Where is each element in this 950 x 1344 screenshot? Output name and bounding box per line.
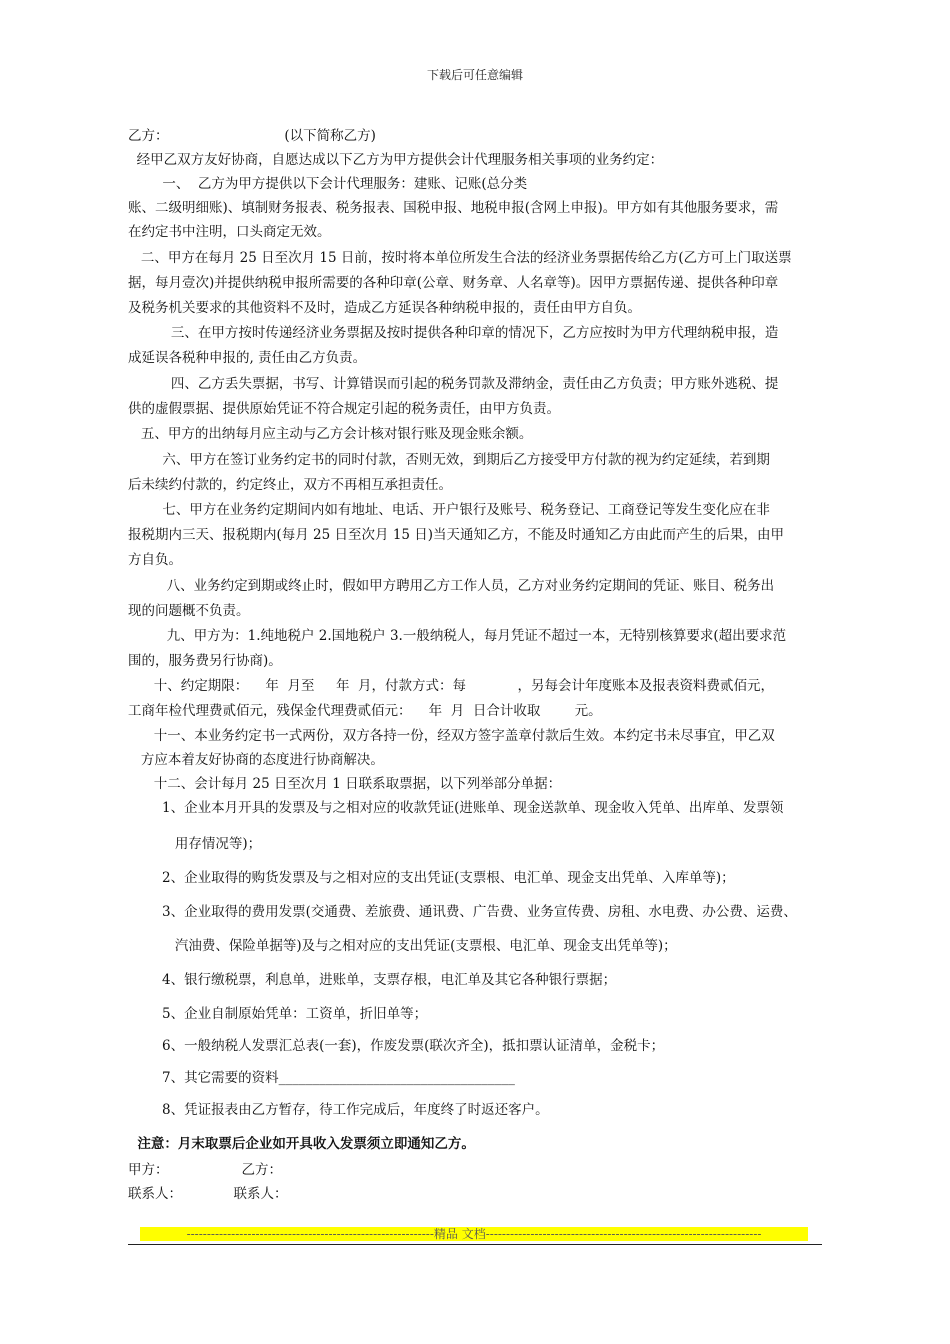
clause-line: 现的问题概不负责。 [128,603,250,619]
document-item: 汽油费、保险单据等)及与之相对应的支出凭证(支票根、电汇单、现金支出凭单等)； [162,938,677,954]
clause-line: 工商年检代理费贰佰元，残保金代理费贰佰元： 年 月 日合计收取 元。 [128,703,602,719]
clause-line: 供的虚假票据、提供原始凭证不符合规定引起的税务责任，由甲方负责。 [128,401,560,417]
clause-line: 方应本着友好协商的态度进行协商解决。 [128,752,384,768]
clause-line: 十二、会计每月 25 日至次月 1 日联系取票据，以下列举部分单据： [128,776,562,792]
clause-line: 十一、本业务约定书一式两份，双方各持一份，经双方签字盖章付款后生效。本约定书未尽事宜，甲乙双 [128,728,775,744]
document-item: 5、企业自制原始凭单：工资单，折旧单等； [162,1006,428,1022]
clause-line: 二、甲方在每月 25 日至次月 15 日前，按时将本单位所发生合法的经济业务票据传给乙方(乙方可上门取送票 [128,250,792,266]
signature-contacts: 联系人： 联系人： [128,1186,288,1202]
document-item: 8、凭证报表由乙方暂存，待工作完成后，年度终了时返还客户。 [162,1102,549,1118]
clause-line: 围的，服务费另行协商)。 [128,653,282,669]
document-item: 2、企业取得的购货发票及与之相对应的支出凭证(支票根、电汇单、现金支出凭单、入库单等)； [162,870,735,886]
signature-parties: 甲方： 乙方： [128,1162,282,1178]
clause-line: 六、甲方在签订业务约定书的同时付款，否则无效，到期后乙方接受甲方付款的视为约定延续，若到期 [128,452,770,468]
document-item: 4、银行缴税票，利息单，进账单，支票存根，电汇单及其它各种银行票据； [162,972,617,988]
clause-line: 报税期内三天、报税期内(每月 25 日至次月 15 日)当天通知乙方，不能及时通知乙方由此而产生的后果，由甲 [128,527,785,543]
clause-line: 五、甲方的出纳每月应主动与乙方会计核对银行账及现金账余额。 [128,426,533,442]
footer-divider [128,1244,822,1245]
clause-line: 成延误各税种申报的, 责任由乙方负责。 [128,350,367,366]
clause-line: 据，每月壹次)并提供纳税申报所需要的各种印章(公章、财务章、人名章等)。因甲方票据传递、提供各种印章 [128,275,779,291]
clause-line: 七、甲方在业务约定期间内如有地址、电话、开户银行及账号、税务登记、工商登记等发生变化应在非 [128,502,770,518]
clause-line: 四、乙方丢失票据，书写、计算错误而引起的税务罚款及滞纳金，责任由乙方负责；甲方账外逃税、提 [128,376,779,392]
document-item: 3、企业取得的费用发票(交通费、差旅费、通讯费、广告费、业务宣传费、房租、水电费、办公费、运费、 [162,904,797,920]
notice: 注意：月末取票后企业如开具收入发票须立即通知乙方。 [128,1136,475,1152]
clause-line: 账、二级明细账)、填制财务报表、税务报表、国税申报、地税申报(含网上申报)。甲方如有其他服务要求，需 [128,200,779,216]
clause-line: 方自负。 [128,552,182,568]
intro-paragraph: 经甲乙双方友好协商，自愿达成以下乙方为甲方提供会计代理服务相关事项的业务约定： [128,152,664,168]
document-item: 用存情况等)； [162,836,262,852]
clause-line: 九、甲方为：1.纯地税户 2.国地税户 3.一般纳税人，每月凭证不超过一本，无特别核算要求(超出要求范 [128,628,787,644]
clause-line: 一、 乙方为甲方提供以下会计代理服务：建账、记账(总分类 [128,176,528,192]
party-b-line: 乙方： (以下简称乙方) [128,128,376,144]
document-item: 1、企业本月开具的发票及与之相对应的收款凭证(进账单、现金送款单、现金收入凭单、出库单、发票领 [162,800,784,816]
document-item: 7、其它需要的资料___________________________________ [162,1070,515,1086]
clause-line: 及税务机关要求的其他资料不及时，造成乙方延误各种纳税申报的，责任由甲方自负。 [128,300,641,316]
page-header: 下载后可任意编辑 [426,68,523,82]
clause-line: 八、业务约定到期或终止时，假如甲方聘用乙方工作人员，乙方对业务约定期间的凭证、账目、税务出 [128,578,775,594]
document-item: 6、一般纳税人发票汇总表(一套)，作废发票(联次齐全)，抵扣票认证清单，金税卡； [162,1038,665,1054]
clause-line: 三、在甲方按时传递经济业务票据及按时提供各种印章的情况下，乙方应按时为甲方代理纳税申报，造 [128,325,779,341]
clause-line: 在约定书中注明，口头商定无效。 [128,224,331,240]
clause-line: 十、约定期限： 年 月至 年 月，付款方式：每 ，另每会计年度账本及报表资料费贰佰元， [128,678,775,694]
footer-banner: -------------------------------------------------------------精品 文档-------------------------------------------------------------------- [140,1227,808,1241]
clause-line: 后未续约付款的，约定终止，双方不再相互承担责任。 [128,477,452,493]
